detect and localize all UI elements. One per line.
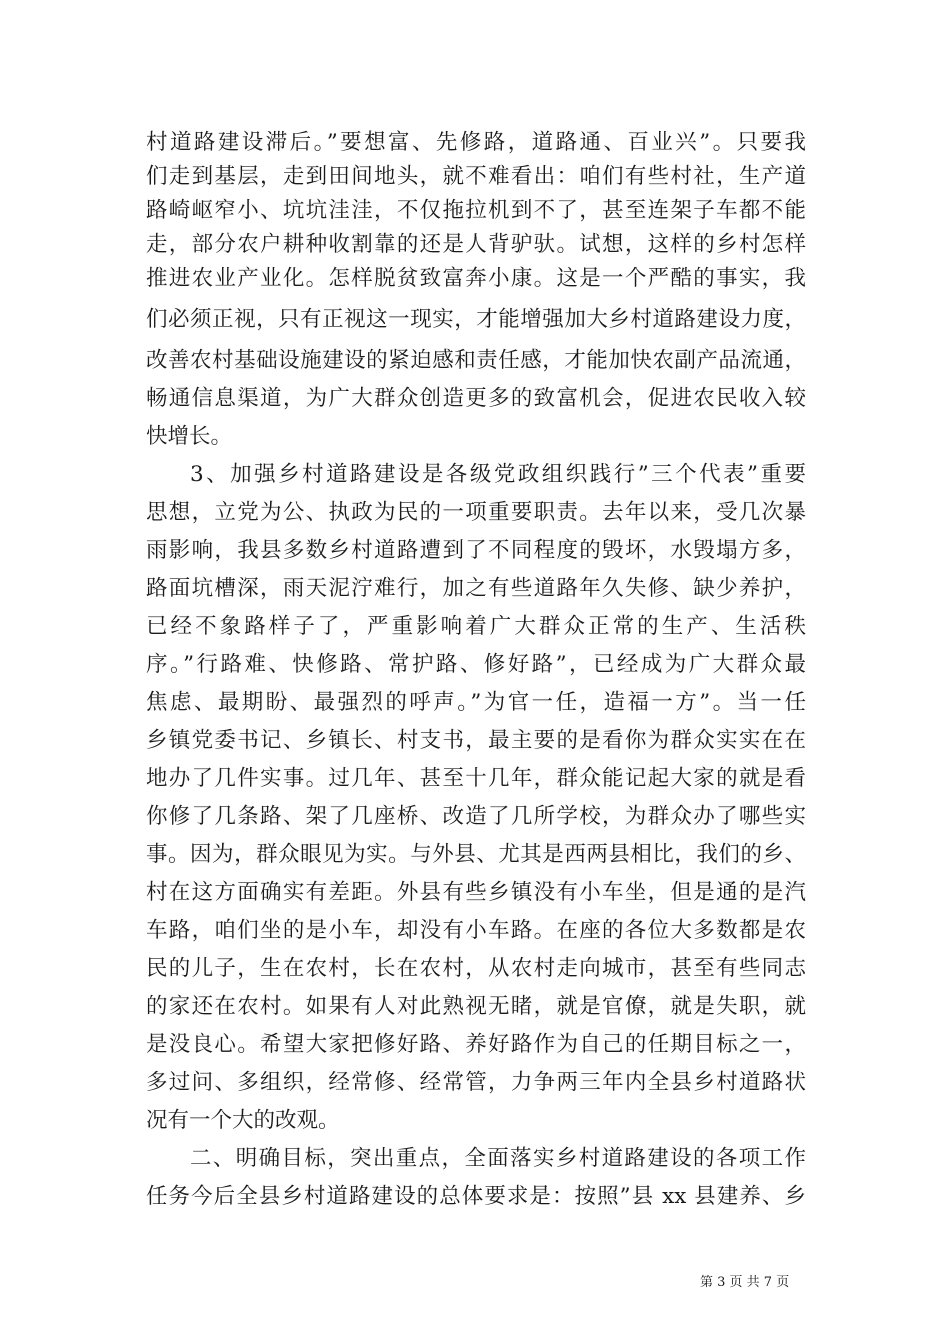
text-line: 序。”行路难、快修路、常护路、修好路”，已经成为广大群众最	[146, 652, 806, 677]
text-line: 是没良心。希望大家把修好路、养好路作为自己的任期目标之一，	[146, 1032, 806, 1057]
text-line: 村道路建设滞后。”要想富、先修路，道路通、百业兴”。只要我	[146, 130, 806, 155]
text-line: 们走到基层，走到田间地头，就不难看出：咱们有些村社，生产道	[146, 164, 806, 189]
text-line: 雨影响，我县多数乡村道路遭到了不同程度的毁坏，水毁塌方多，	[146, 538, 806, 563]
text-line: 况有一个大的改观。	[146, 1108, 340, 1133]
text-line: 多过问、多组织，经常修、经常管，力争两三年内全县乡村道路状	[146, 1070, 806, 1095]
text-line: 走，部分农户耕种收割靠的还是人背驴驮。试想，这样的乡村怎样	[146, 232, 806, 257]
text-line: 快增长。	[146, 424, 233, 449]
text-line: 们必须正视，只有正视这一现实，才能增强加大乡村道路建设力度，	[146, 307, 806, 332]
text-line: 事。因为，群众眼见为实。与外县、尤其是西两县相比，我们的乡、	[146, 842, 806, 867]
text-line: 民的儿子，生在农村，长在农村，从农村走向城市，甚至有些同志	[146, 956, 806, 981]
text-line: 村在这方面确实有差距。外县有些乡镇没有小车坐，但是通的是汽	[146, 880, 806, 905]
text-line: 地办了几件实事。过几年、甚至十几年，群众能记起大家的就是看	[146, 766, 806, 791]
text-line: 车路，咱们坐的是小车，却没有小车路。在座的各位大多数都是农	[146, 918, 806, 943]
text-line: 任务今后全县乡村道路建设的总体要求是：按照”县 xx 县建养、乡	[146, 1184, 806, 1209]
page-number-footer: 第 3 页 共 7 页	[700, 1275, 790, 1290]
paragraph-start-line: 3、加强乡村道路建设是各级党政组织践行”三个代表”重要	[190, 462, 806, 487]
text-line: 已经不象路样子了，严重影响着广大群众正常的生产、生活秩	[146, 614, 806, 639]
text-line: 路面坑槽深，雨天泥泞难行，加之有些道路年久失修、缺少养护，	[146, 576, 806, 601]
text-line: 你修了几条路、架了几座桥、改造了几所学校，为群众办了哪些实	[146, 804, 806, 829]
text-line: 畅通信息渠道，为广大群众创造更多的致富机会，促进农民收入较	[146, 386, 806, 411]
section-heading-line: 二、明确目标，突出重点，全面落实乡村道路建设的各项工作	[190, 1146, 806, 1171]
text-line: 推进农业产业化。怎样脱贫致富奔小康。这是一个严酷的事实，我	[146, 266, 806, 291]
text-line: 思想，立党为公、执政为民的一项重要职责。去年以来，受几次暴	[146, 500, 806, 525]
text-line: 路崎岖窄小、坑坑洼洼，不仅拖拉机到不了，甚至连架子车都不能	[146, 198, 806, 223]
text-line: 改善农村基础设施建设的紧迫感和责任感，才能加快农副产品流通，	[146, 348, 806, 373]
text-line: 的家还在农村。如果有人对此熟视无睹，就是官僚，就是失职，就	[146, 994, 806, 1019]
text-line: 焦虑、最期盼、最强烈的呼声。”为官一任，造福一方”。当一任	[146, 690, 806, 715]
text-line: 乡镇党委书记、乡镇长、村支书，最主要的是看你为群众实实在在	[146, 728, 806, 753]
